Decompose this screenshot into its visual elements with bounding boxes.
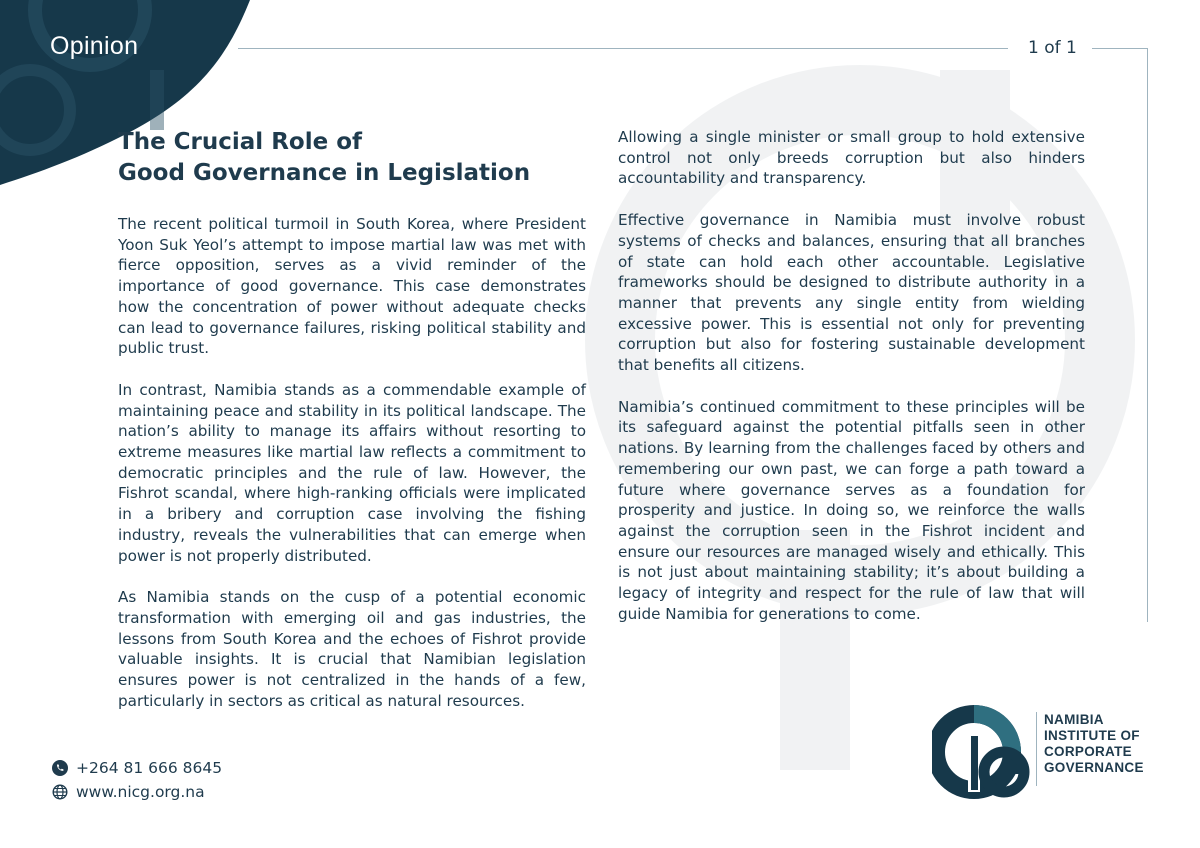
- header-divider: [238, 48, 1008, 49]
- paragraph: Effective governance in Namibia must involve robust systems of checks and balances, ensuring that all branches of state can hold each other accountable. Legislative frameworks should be designed to distribute authority in a manner that prevents any single entity from wielding excessive power. This is essential not only for preventing corruption but also for fostering sustainable development that benefits all citizens.: [618, 211, 1085, 375]
- logo-line-4: GOVERNANCE: [1044, 760, 1144, 775]
- paragraph: The recent political turmoil in South Korea, where President Yoon Suk Yeol’s attempt to impose martial law was met with fierce opposition, serves as a vivid reminder of the importance of good governance. This case demonstrates how the concentration of power without adequate checks can lead to governance failures, risking political stability and public trust.: [118, 215, 586, 358]
- phone-number: +264 81 666 8645: [76, 759, 223, 777]
- logo-wordmark: [1044, 712, 1144, 776]
- logo-divider: [1036, 712, 1037, 786]
- right-frame-top: [1092, 48, 1147, 49]
- title-line-1: The Crucial Role of: [118, 129, 363, 155]
- article-title: [118, 127, 530, 189]
- globe-icon: [52, 784, 68, 800]
- paragraph: In contrast, Namibia stands as a commendable example of maintaining peace and stability in its political landscape. The nation’s ability to manage its affairs without resorting to extreme measures like martial law reflects a commitment to democratic principles and the rule of law. However, the Fishrot scandal, where high-ranking officials were implicated in a bribery and corruption case involving the fishing industry, reveals the vulnerabilities that can emerge when power is not properly distributed.: [118, 380, 586, 565]
- contact-website: [52, 783, 205, 801]
- paragraph: As Namibia stands on the cusp of a potential economic transformation with emerging oil and gas industries, the lessons from South Korea and the echoes of Fishrot provide valuable insights. It is crucial that Namibian legislation ensures power is not centralized in the hands of a few, particularly in sectors as critical as natural resources.: [118, 588, 586, 710]
- section-label: Opinion: [50, 32, 139, 60]
- phone-icon: [52, 760, 68, 776]
- logo-line-2: INSTITUTE OF: [1044, 728, 1140, 743]
- paragraph: Allowing a single minister or small group to hold extensive control not only breeds corruption but also hinders accountability and transparency.: [618, 128, 1085, 188]
- contact-phone: [52, 759, 222, 777]
- nicg-logo-mark: [932, 702, 1032, 802]
- article-column-left: [118, 214, 586, 732]
- paragraph: Namibia’s continued commitment to these principles will be its safeguard against the potential pitfalls seen in other nations. By learning from the challenges faced by others and remembering our own past, we can forge a path toward a future where governance serves as a foundation for prosperity and justice. In doing so, we reinforce the walls against the corruption seen in the Fishrot incident and ensure our resources are managed wisely and ethically. This is not just about maintaining stability; it’s about building a legacy of integrity and respect for the rule of law that will guide Namibia for generations to come.: [618, 397, 1085, 623]
- right-frame-line: [1147, 48, 1148, 622]
- logo-line-3: CORPORATE: [1044, 744, 1132, 759]
- title-line-2: Good Governance in Legislation: [118, 160, 531, 186]
- logo-line-1: NAMIBIA: [1044, 712, 1104, 727]
- nicg-logo: [932, 702, 1148, 802]
- website-link[interactable]: www.nicg.org.na: [76, 783, 205, 801]
- article-column-right: [618, 127, 1085, 645]
- page-indicator: 1 of 1: [1028, 38, 1077, 58]
